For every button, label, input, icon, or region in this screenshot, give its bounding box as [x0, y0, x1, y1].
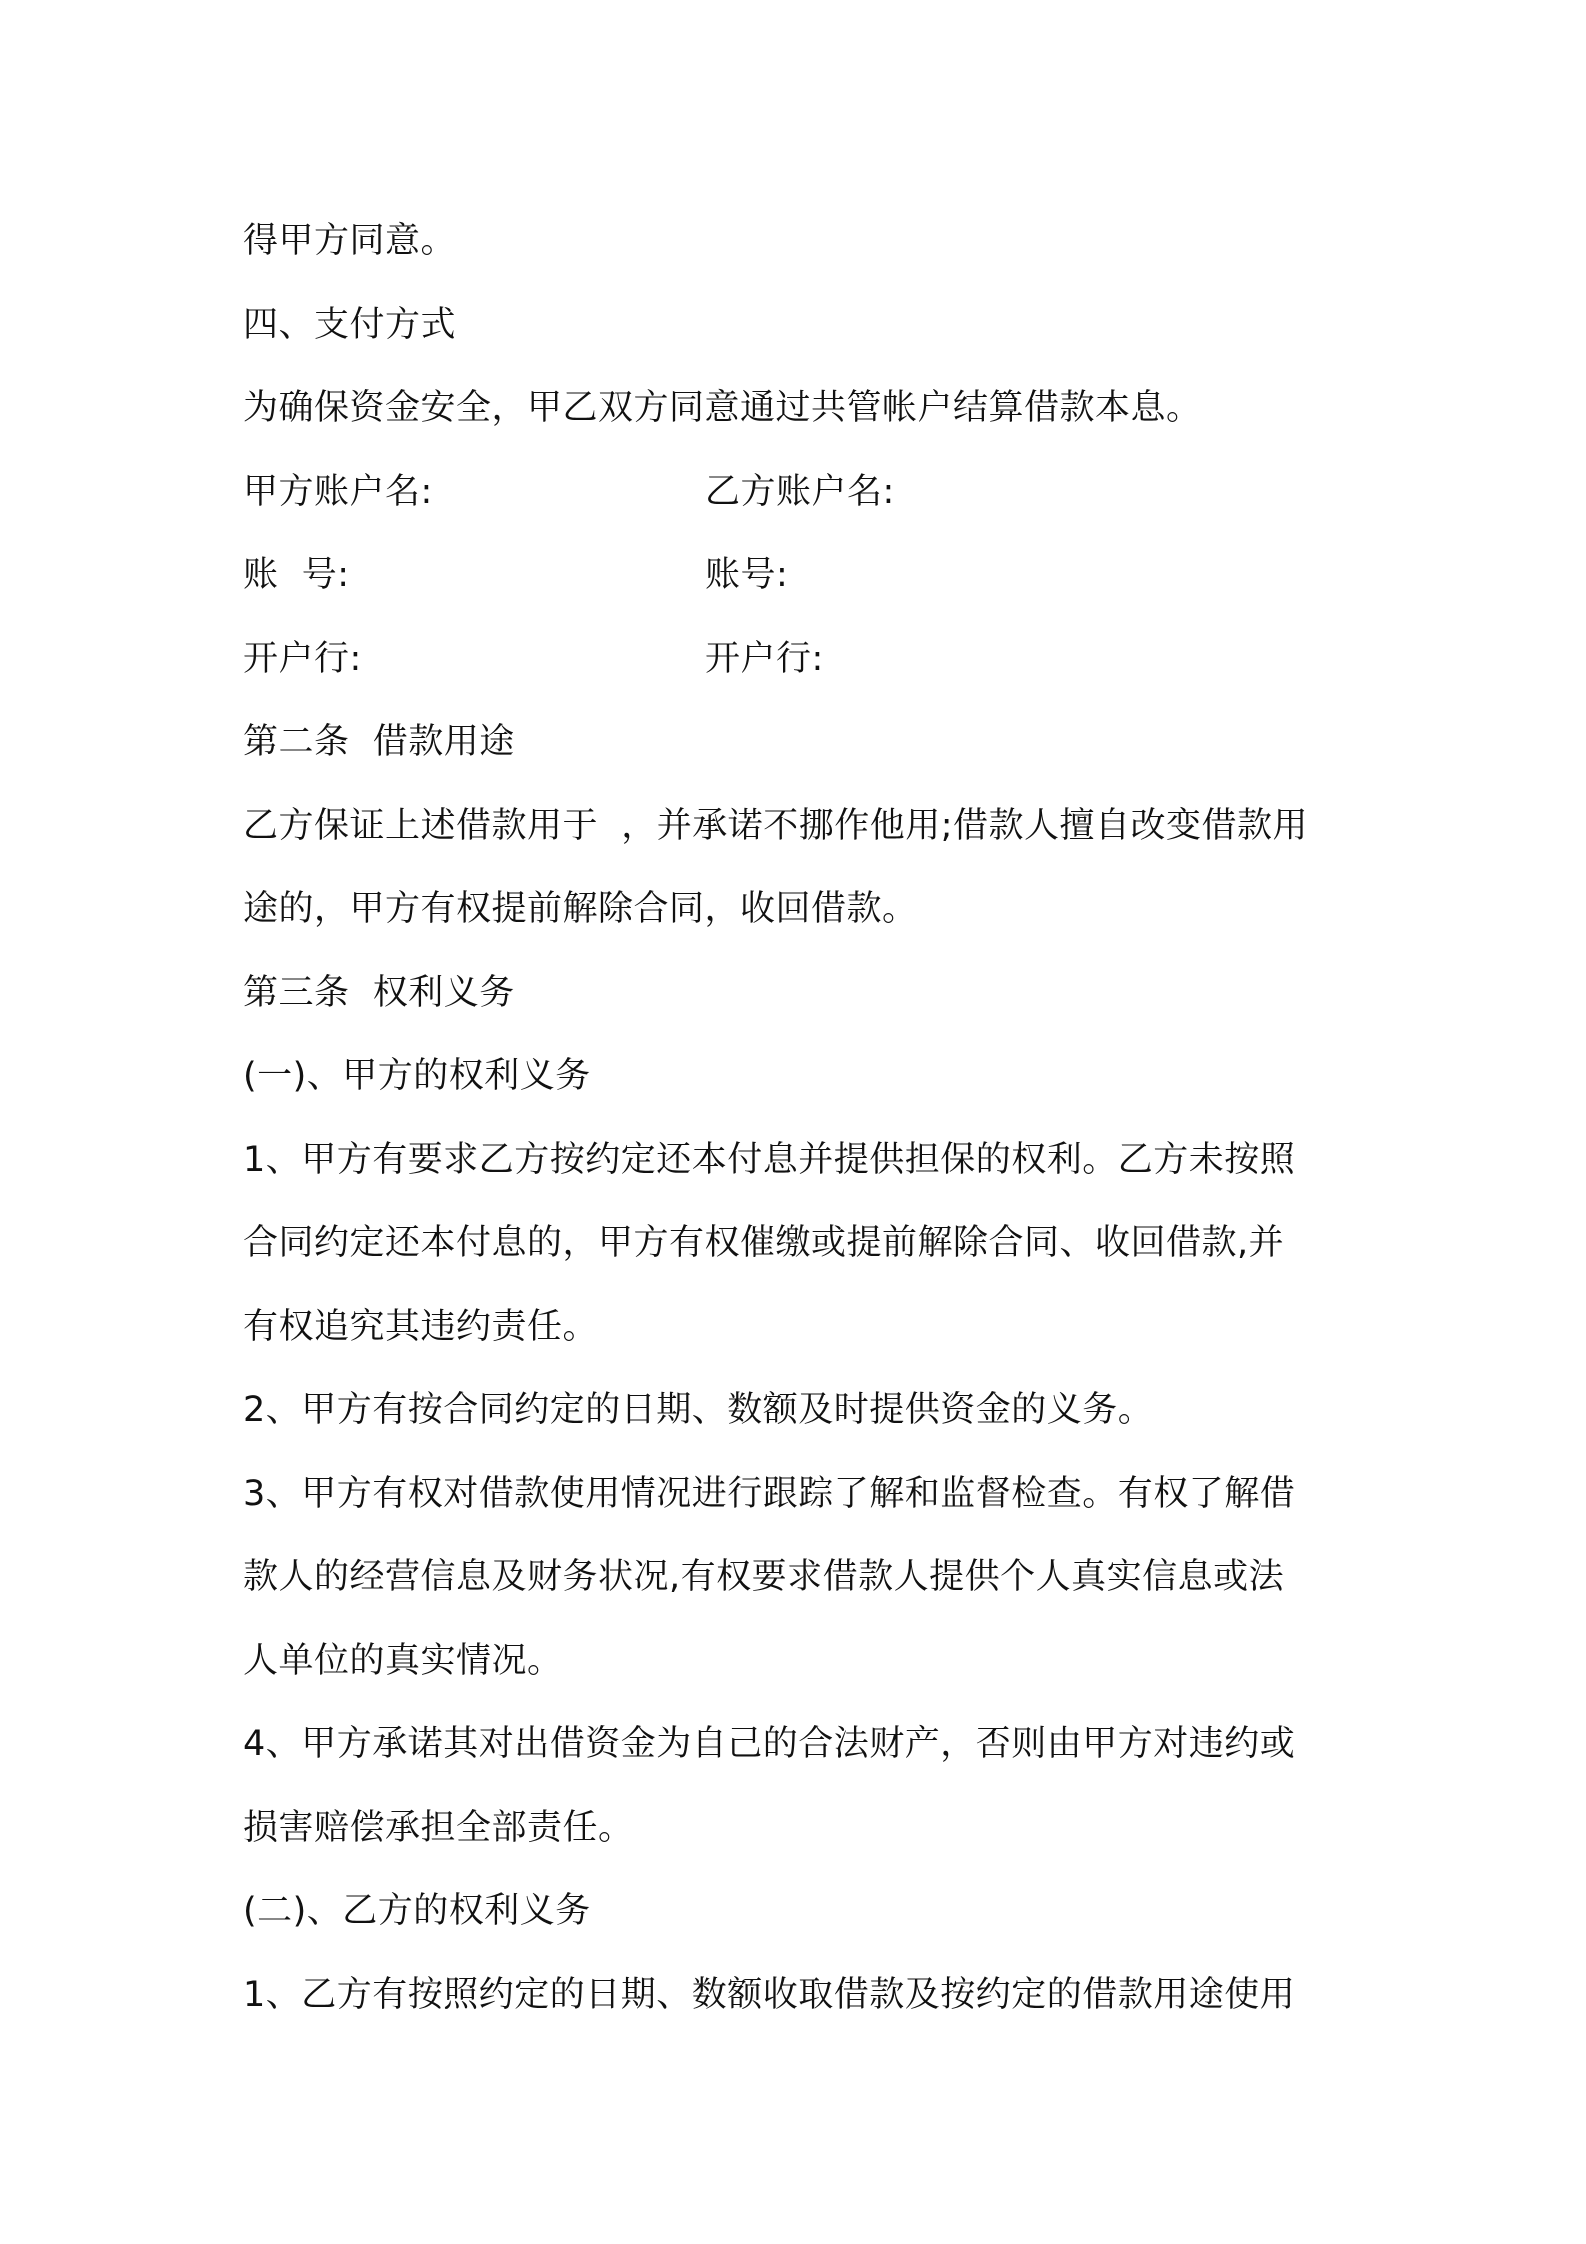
party-b-bank-label: 开户行:: [705, 638, 824, 679]
party-a-account-number-label: 账 号:: [243, 555, 350, 595]
paragraph-line: 人单位的真实情况。: [243, 1640, 563, 1681]
party-b-account-name-label: 乙方账户名:: [705, 471, 895, 512]
paragraph-line: 4、甲方承诺其对出借资金为自己的合法财产，否则由甲方对违约或: [243, 1724, 1296, 1764]
article-heading: 第三条 权利义务: [243, 972, 515, 1013]
paragraph-line: 2、甲方有按合同约定的日期、数额及时提供资金的义务。: [243, 1390, 1154, 1430]
article-heading: 第二条 借款用途: [243, 722, 515, 762]
account-row-name: [243, 451, 1355, 535]
paragraph-line: 乙方保证上述借款用于 ，并承诺不挪作他用;借款人擅自改变借款用: [243, 805, 1309, 846]
paragraph-line: 为确保资金安全，甲乙双方同意通过共管帐户结算借款本息。: [243, 388, 1202, 428]
paragraph-line: 款人的经营信息及财务状况,有权要求借款人提供个人真实信息或法: [243, 1557, 1285, 1597]
party-a-account-name-label: 甲方账户名:: [243, 471, 433, 512]
paragraph-line: 3、甲方有权对借款使用情况进行跟踪了解和监督检查。有权了解借: [243, 1473, 1296, 1514]
account-row-bank: [243, 618, 1355, 702]
subsection-heading: (二)、乙方的权利义务: [243, 1891, 591, 1931]
paragraph-line: 1、乙方有按照约定的日期、数额收取借款及按约定的借款用途使用: [243, 1974, 1296, 2015]
paragraph-line: 合同约定还本付息的，甲方有权催缴或提前解除合同、收回借款,并: [243, 1223, 1285, 1263]
paragraph-line: 有权追究其违约责任。: [243, 1306, 599, 1347]
account-row-number: [243, 534, 1355, 618]
paragraph-line: 损害赔偿承担全部责任。: [243, 1807, 634, 1848]
section-heading-payment: 四、支付方式: [243, 304, 457, 345]
document-body: [243, 200, 1355, 2037]
paragraph-line: 途的，甲方有权提前解除合同，收回借款。: [243, 889, 918, 929]
party-b-account-number-label: 账号:: [705, 555, 789, 595]
party-a-bank-label: 开户行:: [243, 638, 362, 679]
paragraph-line: 得甲方同意。: [243, 221, 457, 261]
paragraph-line: 1、甲方有要求乙方按约定还本付息并提供担保的权利。乙方未按照: [243, 1139, 1296, 1180]
subsection-heading: (一)、甲方的权利义务: [243, 1056, 591, 1096]
